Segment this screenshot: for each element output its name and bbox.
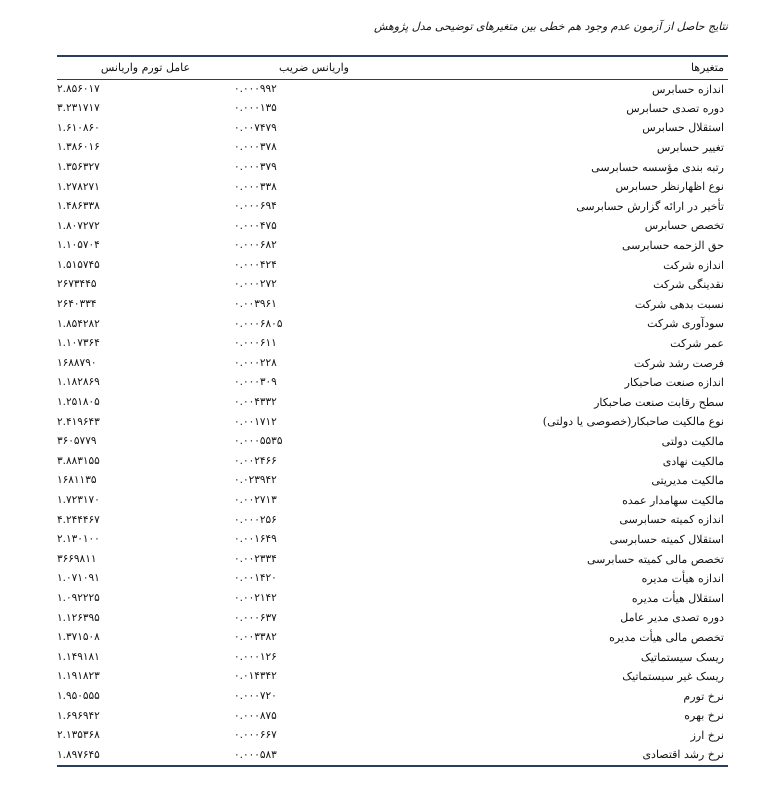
vif-cell: ۱.۳۵۶۳۲۷ [57, 160, 100, 173]
table-row [57, 628, 728, 648]
vif-cell: ۳۶۶۹۸۱۱ [57, 552, 97, 565]
table-row [57, 393, 728, 413]
coefficient-variance-cell: ۰.۰۰۰۵۸۳ [234, 748, 277, 761]
table-row [57, 236, 728, 256]
variable-cell: نوع مالکیت صاحبکار(خصوصی یا دولتی) [542, 415, 724, 429]
vif-cell: ۳۶۰۵۷۷۹ [57, 435, 97, 448]
header-coefficient-variance: واریانس ضریب [234, 57, 394, 79]
coefficient-variance-cell: ۰.۰۰۰۴۲۴ [234, 258, 277, 271]
results-table [57, 57, 728, 765]
coefficient-variance-cell: ۰.۰۰۱۴۲۰ [234, 572, 277, 585]
variable-cell: استقلال حسابرس [642, 121, 724, 135]
coefficient-variance-cell: ۰.۰۱۴۳۴۲ [234, 670, 277, 683]
coefficient-variance-cell: ۰.۰۰۲۴۶۶ [234, 454, 277, 467]
coefficient-variance-cell: ۰.۰۰۰۶۳۷ [234, 611, 277, 624]
variable-cell: فرصت رشد شرکت [633, 356, 724, 370]
table-row [57, 667, 728, 687]
vif-cell: ۱.۱۰۷۳۶۴ [57, 337, 100, 350]
variable-cell: نسبت بدهی شرکت [634, 297, 724, 311]
table-row [57, 569, 728, 589]
coefficient-variance-cell: ۰.۰۰۳۹۶۱ [234, 298, 277, 311]
table-row [57, 726, 728, 746]
vif-cell: ۱.۳۸۶۰۱۶ [57, 141, 100, 154]
variable-cell: حق الزحمه حسابرسی [622, 239, 724, 253]
coefficient-variance-cell: ۰.۰۰۰۶۹۴ [234, 200, 277, 213]
table-row [57, 275, 728, 295]
collinearity-table [57, 55, 728, 767]
table-row [57, 530, 728, 550]
table-row [57, 118, 728, 138]
variable-cell: سودآوری شرکت [647, 317, 724, 331]
vif-cell: ۱.۱۲۶۳۹۵ [57, 611, 100, 624]
vif-cell: ۱.۶۹۶۹۴۲ [57, 709, 100, 722]
variable-cell: نوع اظهارنظر حسابرس [615, 180, 724, 194]
variable-cell: نرخ بهره [684, 709, 724, 723]
table-body [57, 79, 728, 765]
vif-cell: ۲.۴۱۹۶۴۳ [57, 415, 100, 428]
coefficient-variance-cell: ۰.۰۰۱۷۱۲ [234, 415, 277, 428]
vif-cell: ۱.۳۷۱۵۰۸ [57, 631, 100, 644]
variable-cell: استقلال کمیته حسابرسی [609, 532, 724, 546]
coefficient-variance-cell: ۰.۰۰۰۲۷۲ [234, 278, 277, 291]
table-row [57, 197, 728, 217]
table-row [57, 373, 728, 393]
vif-cell: ۲۶۷۳۴۴۵ [57, 278, 97, 291]
vif-cell: ۱.۷۲۳۱۷۰ [57, 494, 100, 507]
table-row [57, 255, 728, 275]
coefficient-variance-cell: ۰.۰۰۰۶۸۰۵ [234, 317, 283, 330]
variable-cell: دوره تصدی مدیر عامل [620, 611, 724, 625]
coefficient-variance-cell: ۰.۰۰۰۳۳۸ [234, 180, 277, 193]
coefficient-variance-cell: ۰.۰۰۰۸۷۵ [234, 709, 277, 722]
vif-cell: ۳.۸۸۳۱۵۵ [57, 454, 100, 467]
table-row [57, 334, 728, 354]
coefficient-variance-cell: ۰.۰۰۰۹۹۲ [234, 82, 277, 95]
table-row [57, 686, 728, 706]
table-row [57, 412, 728, 432]
vif-cell: ۱.۱۸۲۸۶۹ [57, 376, 100, 389]
vif-cell: ۱.۱۹۱۸۲۳ [57, 670, 100, 683]
table-row [57, 314, 728, 334]
variable-cell: سطح رقابت صنعت صاحبکار [594, 395, 724, 409]
coefficient-variance-cell: ۰.۰۰۲۷۱۳ [234, 494, 277, 507]
coefficient-variance-cell: ۰.۰۰۲۳۳۴ [234, 552, 277, 565]
variable-cell: ریسک غیر سیستماتیک [622, 670, 724, 684]
variable-cell: دوره تصدی حسابرس [626, 101, 724, 115]
variable-cell: اندازه کمیته حسابرسی [619, 513, 724, 527]
table-row [57, 432, 728, 452]
coefficient-variance-cell: ۰.۰۰۲۱۴۲ [234, 591, 277, 604]
vif-cell: ۱.۸۰۷۲۷۲ [57, 219, 100, 232]
table-row [57, 608, 728, 628]
vif-cell: ۱.۰۹۲۲۲۵ [57, 591, 100, 604]
table-row [57, 745, 728, 765]
table-row [57, 490, 728, 510]
variable-cell: نرخ تورم [683, 689, 724, 703]
variable-cell: مالکیت سهامدار عمده [622, 493, 724, 507]
variable-cell: اندازه حسابرس [651, 82, 724, 96]
coefficient-variance-cell: ۰.۰۰۷۴۷۹ [234, 121, 277, 134]
variable-cell: مالکیت دولتی [661, 434, 724, 448]
coefficient-variance-cell: ۰.۰۰۰۶۶۷ [234, 729, 277, 742]
vif-cell: ۱.۱۴۹۱۸۱ [57, 650, 100, 663]
table-row [57, 177, 728, 197]
variable-cell: تأخیر در ارائه گزارش حسابرسی [576, 199, 724, 213]
coefficient-variance-cell: ۰.۰۰۰۳۷۸ [234, 141, 277, 154]
table-row [57, 451, 728, 471]
variable-cell: رتبه بندی مؤسسه حسابرسی [591, 160, 724, 174]
coefficient-variance-cell: ۰.۰۰۰۷۲۰ [234, 689, 277, 702]
vif-cell: ۲.۸۵۶۰۱۷ [57, 82, 100, 95]
vif-cell: ۲.۱۳۵۳۶۸ [57, 729, 100, 742]
vif-cell: ۱.۹۵۰۵۵۵ [57, 689, 100, 702]
coefficient-variance-cell: ۰.۰۰۱۶۴۹ [234, 533, 277, 546]
table-row [57, 216, 728, 236]
coefficient-variance-cell: ۰.۰۰۰۱۲۶ [234, 650, 277, 663]
variable-cell: تخصص مالی هیأت مدیره [609, 630, 724, 644]
table-row [57, 471, 728, 491]
variable-cell: مالکیت نهادی [662, 454, 724, 468]
coefficient-variance-cell: ۰.۰۰۰۳۰۹ [234, 376, 277, 389]
variable-cell: اندازه هیأت مدیره [641, 572, 724, 586]
table-row [57, 549, 728, 569]
vif-cell: ۱.۱۰۵۷۰۴ [57, 239, 100, 252]
vif-cell: ۱۶۸۱۱۳۵ [57, 474, 97, 487]
vif-cell: ۱۶۸۸۷۹۰ [57, 356, 97, 369]
coefficient-variance-cell: ۰.۰۰۰۱۳۵ [234, 102, 277, 115]
vif-cell: ۱.۸۹۷۶۴۵ [57, 748, 100, 761]
coefficient-variance-cell: ۰.۰۰۰۵۵۳۵ [234, 435, 283, 448]
table-row [57, 295, 728, 315]
vif-cell: ۱.۴۸۶۳۳۸ [57, 200, 100, 213]
variable-cell: استقلال هیأت مدیره [631, 591, 724, 605]
table-row [57, 99, 728, 119]
table-row [57, 706, 728, 726]
coefficient-variance-cell: ۰.۰۰۴۳۳۲ [234, 396, 277, 409]
vif-cell: ۱.۲۵۱۸۰۵ [57, 396, 100, 409]
table-caption: نتایج حاصل از آزمون عدم وجود هم خطی بین متغیرهای توضیحی مدل پژوهش [373, 20, 728, 33]
table-row [57, 647, 728, 667]
vif-cell: ۱.۲۷۸۲۷۱ [57, 180, 100, 193]
vif-cell: ۳.۲۳۱۷۱۷ [57, 102, 100, 115]
vif-cell: ۴.۲۴۴۴۶۷ [57, 513, 100, 526]
vif-cell: ۱.۰۷۱۰۹۱ [57, 572, 100, 585]
vif-cell: ۲۶۴۰۳۳۴ [57, 298, 97, 311]
table-row [57, 79, 728, 99]
table-row [57, 138, 728, 158]
coefficient-variance-cell: ۰.۰۰۰۲۵۶ [234, 513, 277, 526]
table-row [57, 588, 728, 608]
variable-cell: تخصص مالی کمیته حسابرسی [586, 552, 724, 566]
variable-cell: نرخ رشد اقتصادی [642, 748, 724, 762]
coefficient-variance-cell: ۰.۰۰۳۳۸۲ [234, 631, 277, 644]
variable-cell: نقدینگی شرکت [653, 278, 724, 292]
coefficient-variance-cell: ۰.۰۰۰۲۲۸ [234, 356, 277, 369]
coefficient-variance-cell: ۰.۰۰۰۴۷۵ [234, 219, 277, 232]
variable-cell: اندازه شرکت [663, 258, 724, 272]
table-row [57, 510, 728, 530]
header-vif: عامل تورم واریانس [57, 57, 234, 79]
variable-cell: عمر شرکت [670, 337, 724, 351]
variable-cell: ریسک سیستماتیک [640, 650, 724, 664]
variable-cell: مالکیت مدیریتی [651, 474, 724, 488]
table-row [57, 157, 728, 177]
vif-cell: ۱.۸۵۴۲۸۲ [57, 317, 100, 330]
variable-cell: نرخ ارز [690, 728, 724, 742]
variable-cell: اندازه صنعت صاحبکار [624, 376, 724, 390]
vif-cell: ۲.۱۳۰۱۰۰ [57, 533, 100, 546]
vif-cell: ۱.۵۱۵۷۴۵ [57, 258, 100, 271]
vif-cell: ۱.۶۱۰۸۶۰ [57, 121, 100, 134]
coefficient-variance-cell: ۰.۰۰۰۳۷۹ [234, 160, 277, 173]
variable-cell: تخصص حسابرس [644, 219, 724, 233]
table-row [57, 353, 728, 373]
coefficient-variance-cell: ۰.۰۰۰۶۱۱ [234, 337, 277, 350]
coefficient-variance-cell: ۰.۰۰۰۶۸۲ [234, 239, 277, 252]
header-variable: متغیرها [394, 57, 728, 79]
table-header-row [57, 57, 728, 79]
coefficient-variance-cell: ۰.۰۲۳۹۴۲ [234, 474, 277, 487]
variable-cell: تغییر حسابرس [656, 141, 724, 155]
